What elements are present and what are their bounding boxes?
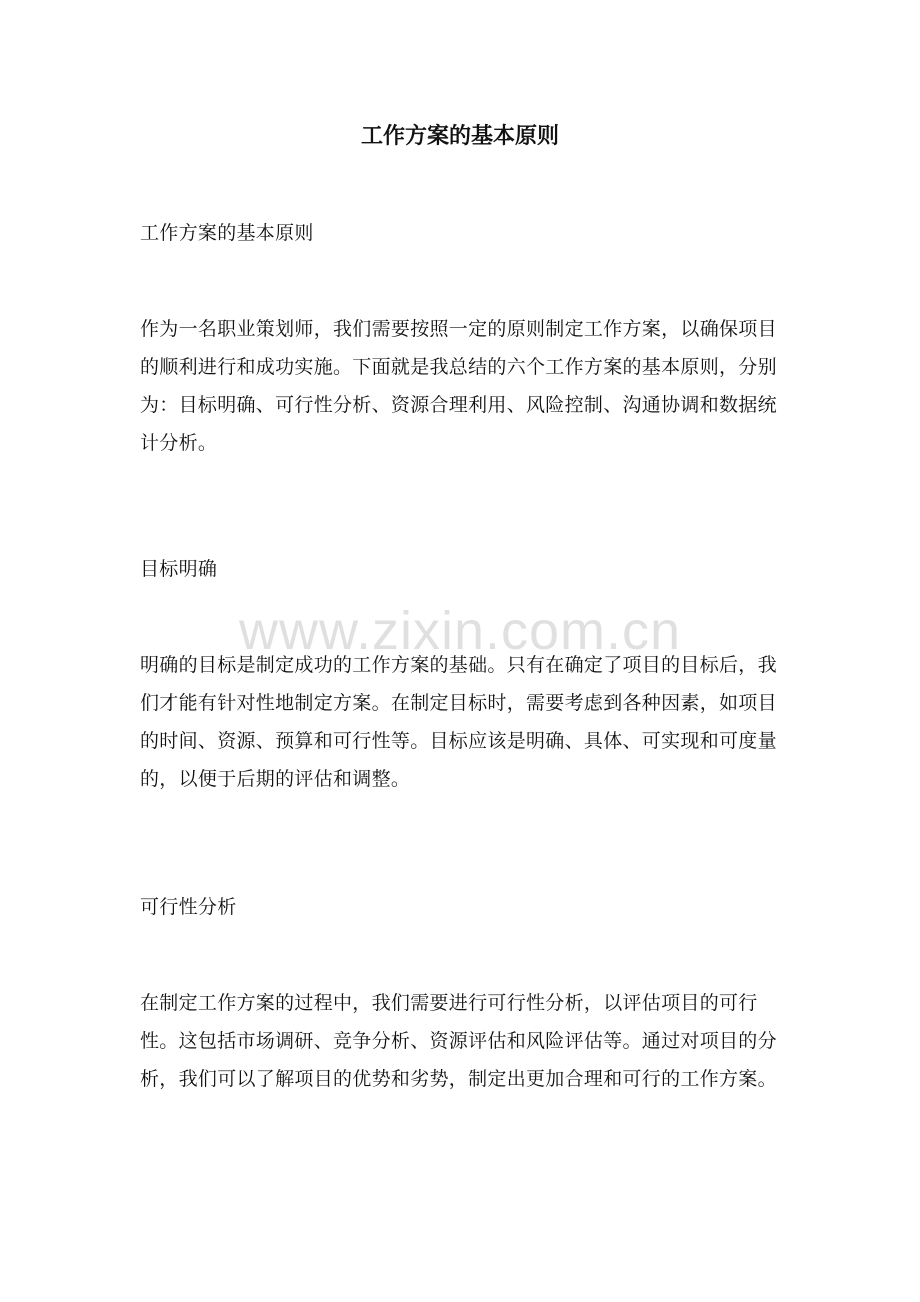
document-title: 工作方案的基本原则 (360, 123, 559, 149)
intro-paragraph: 作为一名职业策划师，我们需要按照一定的原则制定工作方案，以确保项目的顺利进行和成功实施。下面就是我总结的六个工作方案的基本原则，分别为：目标明确、可行性分析、资源合理利用、风险控制、沟通协调和数据统计分析。 (140, 318, 777, 454)
section-heading-goal: 目标明确 (140, 558, 218, 580)
section-heading-main: 工作方案的基本原则 (140, 222, 314, 244)
section-heading-feasibility: 可行性分析 (140, 896, 237, 918)
feasibility-paragraph: 在制定工作方案的过程中，我们需要进行可行性分析，以评估项目的可行性。这包括市场调研、竞争分析、资源评估和风险评估等。通过对项目的分析，我们可以了解项目的优势和劣势，制定出更加合理和可行的工作方案。 (140, 992, 777, 1090)
watermark-text: www.zixin.com.cn (238, 601, 682, 661)
goal-paragraph: 明确的目标是制定成功的工作方案的基础。只有在确定了项目的目标后，我们才能有针对性地制定方案。在制定目标时，需要考虑到各种因素，如项目的时间、资源、预算和可行性等。目标应该是明确、具体、可实现和可度量的，以便于后期的评估和调整。 (140, 654, 777, 790)
